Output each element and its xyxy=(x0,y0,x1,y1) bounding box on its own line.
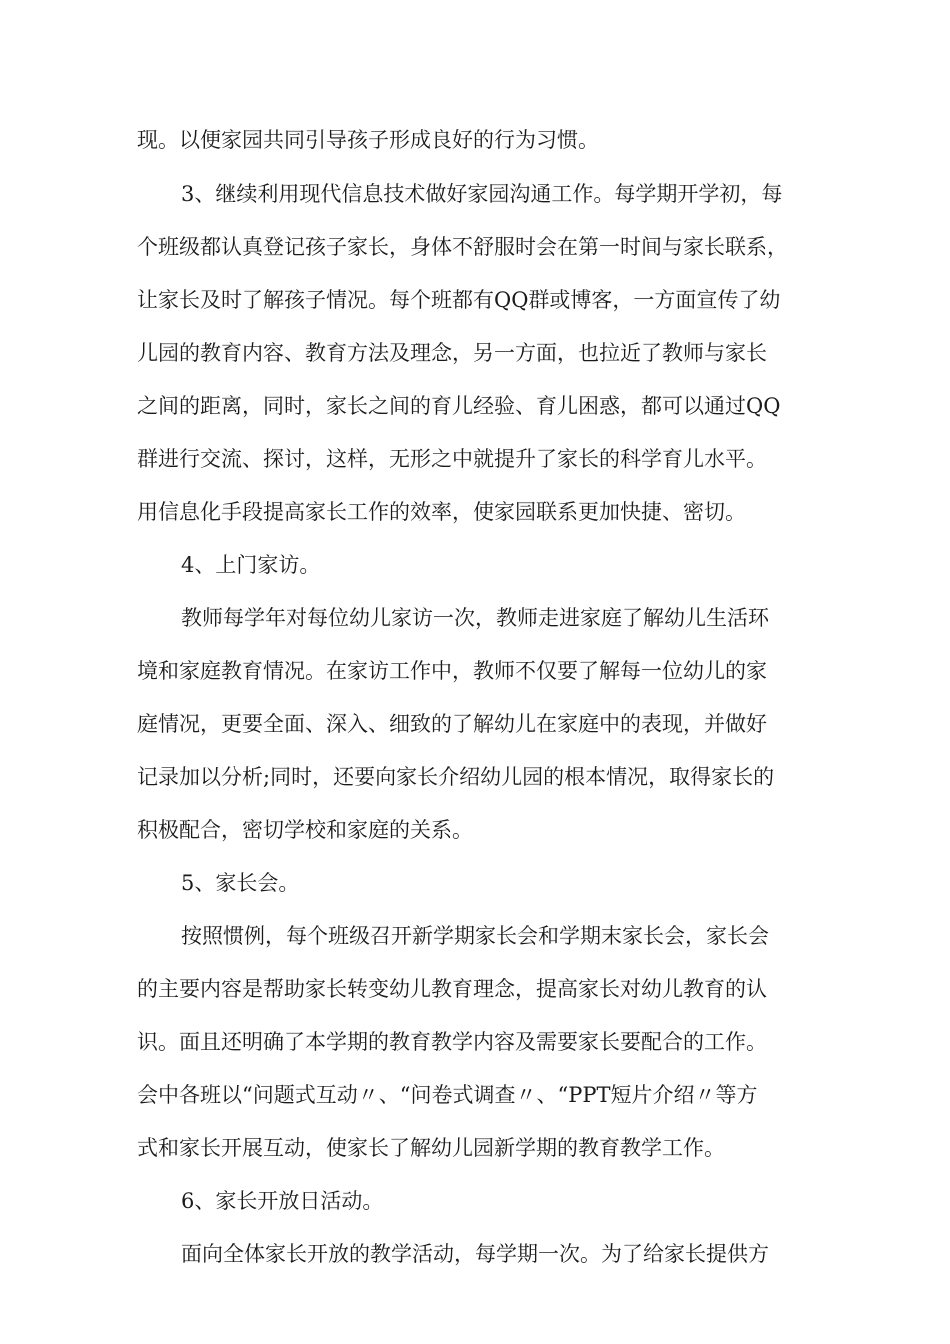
text-line: 让家长及时了解孩子情况。每个班都有QQ群或博客，一方面宣传了幼 xyxy=(137,288,781,312)
text-line: 4、上门家访。 xyxy=(181,553,321,577)
text-line: 按照惯例，每个班级召开新学期家长会和学期末家长会，家长会 xyxy=(181,924,769,948)
text-line: 5、家长会。 xyxy=(181,871,300,895)
text-line: 现。以便家园共同引导孩子形成良好的行为习惯。 xyxy=(137,128,599,152)
text-line: 之间的距离，同时，家长之间的育儿经验、育儿困惑，都可以通过QQ xyxy=(137,394,781,418)
text-line: 识。面且还明确了本学期的教育教学内容及需要家长要配合的工作。 xyxy=(137,1030,767,1054)
text-line: 3、继续利用现代信息技术做好家园沟通工作。每学期开学初，每 xyxy=(181,182,783,206)
text-line: 个班级都认真登记孩子家长，身体不舒服时会在第一时间与家长联系， xyxy=(137,235,788,259)
text-line: 群进行交流、探讨，这样，无形之中就提升了家长的科学育儿水平。 xyxy=(137,447,767,471)
text-line: 庭情况，更要全面、深入、细致的了解幼儿在家庭中的表现，并做好 xyxy=(137,712,767,736)
text-line: 面向全体家长开放的教学活动，每学期一次。为了给家长提供方 xyxy=(181,1242,769,1266)
text-line: 用信息化手段提高家长工作的效率，使家园联系更加快捷、密切。 xyxy=(137,500,746,524)
text-line: 儿园的教育内容、教育方法及理念，另一方面，也拉近了教师与家长 xyxy=(137,341,767,365)
text-line: 式和家长开展互动，使家长了解幼儿园新学期的教育教学工作。 xyxy=(137,1136,725,1160)
text-line: 6、家长开放日活动。 xyxy=(181,1189,384,1213)
text-line: 记录加以分析;同时，还要向家长介绍幼儿园的根本情况，取得家长的 xyxy=(137,765,775,789)
text-line: 会中各班以“问题式互动〃、“问卷式调查〃、“PPT短片介绍〃等方 xyxy=(137,1083,758,1107)
text-line: 积极配合，密切学校和家庭的关系。 xyxy=(137,818,473,842)
text-line: 教师每学年对每位幼儿家访一次，教师走进家庭了解幼儿生活环 xyxy=(181,606,769,630)
text-line: 的主要内容是帮助家长转变幼儿教育理念，提高家长对幼儿教育的认 xyxy=(137,977,767,1001)
text-line: 境和家庭教育情况。在家访工作中，教师不仅要了解每一位幼儿的家 xyxy=(137,659,767,683)
